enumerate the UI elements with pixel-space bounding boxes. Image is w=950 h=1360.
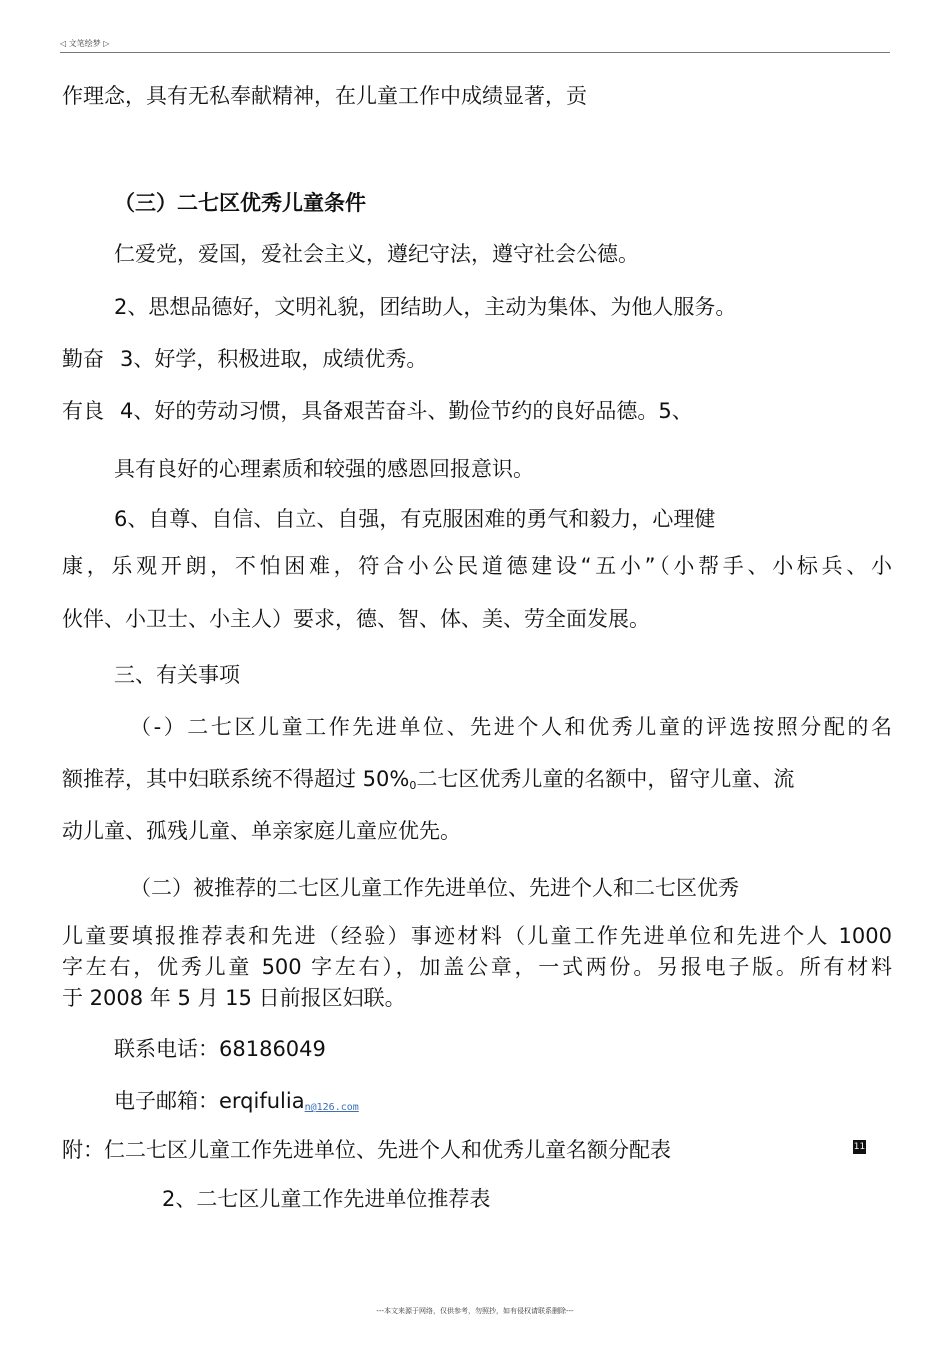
item-2-line-1: （二）被推荐的二七区儿童工作先进单位、先进个人和二七区优秀 [130,876,739,900]
condition-6-line-2: 康，乐观开朗，不怕困难，符合小公民道德建设“五小”（小帮手、小标兵、小 [62,554,892,578]
page-number-badge: 11 [853,1142,866,1152]
email-link[interactable]: n@126.com [304,1102,359,1113]
page-footer: ---本文来源于网络，仅供参考，勿照抄，如有侵权请联系删除--- [376,1307,574,1315]
attachment-1: 附：仁二七区儿童工作先进单位、先进个人和优秀儿童名额分配表 [62,1138,671,1162]
contact-phone: 联系电话：68186049 [114,1037,326,1061]
contact-email [114,1088,359,1121]
condition-1: 仁爱党，爱国，爱社会主义，遵纪守法，遵守社会公德。 [114,242,639,266]
item-2-line-2: 儿童要填报推荐表和先进（经验）事迹材料（儿童工作先进单位和先进个人 1000 [62,924,892,948]
item-1-line-2 [62,766,794,799]
section-heading-part3: 三、有关事项 [114,663,240,687]
item-1-line-2-sub: 0 [409,779,417,792]
condition-4-prefix: 有良 [62,399,104,423]
section-heading-3: （三）二七区优秀儿童条件 [114,191,366,215]
condition-3: 3、好学，积极进取，成绩优秀。 [120,347,428,371]
condition-2: 2、思想品德好，文明礼貌，团结助人，主动为集体、为他人服务。 [114,295,737,319]
condition-6-line-1: 6、自尊、自信、自立、自强，有克服困难的勇气和毅力，心理健 [114,507,716,531]
item-1-line-3: 动儿童、孤残儿童、单亲家庭儿童应优先。 [62,819,461,843]
contact-email-label: 电子邮箱：erqifulia [114,1089,305,1113]
condition-4: 4、好的劳动习惯，具备艰苦奋斗、勤俭节约的良好品德。5、 [120,399,693,423]
header-rule [60,52,890,53]
condition-6-line-3: 伙伴、小卫士、小主人）要求，德、智、体、美、劳全面发展。 [62,607,650,631]
attachment-2: 2、二七区儿童工作先进单位推荐表 [162,1187,491,1211]
item-1-line-1: （-）二七区儿童工作先进单位、先进个人和优秀儿童的评选按照分配的名 [130,715,892,739]
item-2-line-4: 于 2008 年 5 月 15 日前报区妇联。 [62,986,406,1010]
item-1-line-2-b: 二七区优秀儿童的名额中，留守儿童、流 [416,767,795,791]
text-line-1: 作理念，具有无私奉献精神，在儿童工作中成绩显著，贡 [62,84,587,108]
condition-3-prefix: 勤奋 [62,347,104,371]
page-header: ◁ 文笔绘梦 ▷ [60,39,110,48]
condition-5: 具有良好的心理素质和较强的感恩回报意识。 [114,457,534,481]
item-1-line-2-a: 额推荐，其中妇联系统不得超过 50% [62,767,410,791]
item-2-line-3: 字左右，优秀儿童 500 字左右），加盖公章，一式两份。另报电子版。所有材料 [62,955,892,979]
